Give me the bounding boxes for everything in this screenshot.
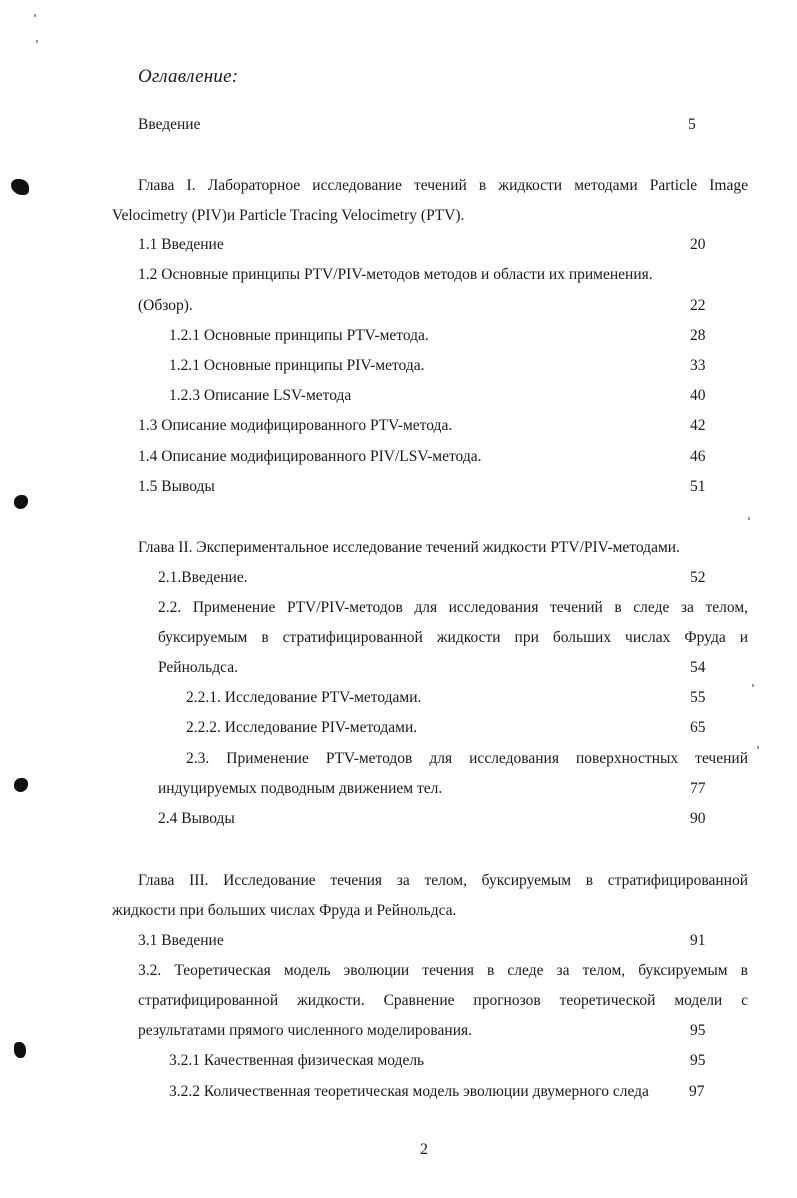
toc-entry-2-3-line2: индуцируемых подводным движением тел. xyxy=(158,780,443,797)
toc-entry-1-2-1b: 1.2.1 Основные принципы PIV-метода. xyxy=(169,357,425,374)
toc-entry-1-2-cont: (Обзор). xyxy=(138,297,193,314)
chapter-1-title-line2: Velocimetry (PIV)и Particle Tracing Velocimetry (PTV). xyxy=(112,207,465,224)
scan-speck xyxy=(757,746,759,749)
toc-page-1-3: 42 xyxy=(690,417,706,434)
toc-page-1-4: 46 xyxy=(690,448,706,465)
toc-page-1-2: 22 xyxy=(690,297,706,314)
toc-page-3-2: 95 xyxy=(690,1022,706,1039)
chapter-3-title-line1: Глава III. Исследование течения за телом, буксируемым в стратифицированной xyxy=(138,872,748,889)
toc-entry-3-2-line1: 3.2. Теоретическая модель эволюции течения в следе за телом, буксируемым в xyxy=(138,962,748,979)
toc-entry-1-2-1a: 1.2.1 Основные принципы PTV-метода. xyxy=(169,327,429,344)
toc-page-3-2-1: 95 xyxy=(690,1052,706,1069)
toc-entry-1-4: 1.4 Описание модифицированного PIV/LSV-метода. xyxy=(138,448,482,465)
toc-entry-3-2-line3: результатами прямого численного моделирования. xyxy=(138,1022,473,1039)
scan-speck xyxy=(752,684,754,687)
toc-page-2-3: 77 xyxy=(690,780,706,797)
chapter-1-title-line1: Глава I. Лабораторное исследование течений в жидкости методами Particle Image xyxy=(138,177,748,194)
toc-entry-1-3: 1.3 Описание модифицированного PTV-метода. xyxy=(138,417,453,434)
toc-entry-2-3-line1: 2.3. Применение PTV-методов для исследования поверхностных течений xyxy=(186,750,748,767)
toc-entry-2-2-1: 2.2.1. Исследование PTV-методами. xyxy=(186,689,422,706)
toc-entry-2-2-2: 2.2.2. Исследование PIV-методами. xyxy=(186,719,418,736)
toc-page-2-4: 90 xyxy=(690,810,706,827)
toc-page-1-5: 51 xyxy=(690,478,706,495)
toc-entry-1-5: 1.5 Выводы xyxy=(138,478,215,495)
toc-page-2-1: 52 xyxy=(690,569,706,586)
punch-hole-mark xyxy=(14,495,28,509)
toc-page-1-2-3: 40 xyxy=(690,387,706,404)
toc-entry-2-4: 2.4 Выводы xyxy=(158,810,235,827)
toc-entry-3-2-line2: стратифицированной жидкости. Сравнение прогнозов теоретической модели с xyxy=(138,992,748,1009)
punch-hole-mark xyxy=(14,778,28,792)
toc-entry-1-1: 1.1 Введение xyxy=(138,236,224,253)
page-number: 2 xyxy=(420,1141,428,1158)
punch-hole-mark xyxy=(11,179,29,195)
punch-hole-mark xyxy=(14,1042,26,1058)
toc-page-1-2-1a: 28 xyxy=(690,327,706,344)
toc-heading: Оглавление: xyxy=(138,66,239,87)
toc-entry-2-1: 2.1.Введение. xyxy=(158,569,248,586)
toc-entry-intro: Введение xyxy=(138,116,201,133)
toc-entry-1-2-3: 1.2.3 Описание LSV-метода xyxy=(169,387,352,404)
chapter-2-title: Глава II. Экспериментальное исследование течений жидкости PTV/PIV-методами. xyxy=(138,539,680,556)
scan-speck xyxy=(36,40,38,43)
toc-entry-3-1: 3.1 Введение xyxy=(138,932,224,949)
toc-entry-3-2-2: 3.2.2 Количественная теоретическая модель эволюции двумерного следа xyxy=(169,1083,649,1100)
toc-entry-2-2-line3: Рейнольдса. xyxy=(158,659,238,676)
scan-speck xyxy=(748,517,750,520)
toc-page-1-1: 20 xyxy=(690,236,706,253)
toc-page-3-2-2: 97 xyxy=(689,1083,705,1100)
toc-entry-2-2-line1: 2.2. Применение PTV/PIV-методов для исследования течений в следе за телом, xyxy=(158,599,748,616)
toc-page-2-2-2: 65 xyxy=(690,719,706,736)
toc-entry-2-2-line2: буксируемым в стратифицированной жидкости при больших числах Фруда и xyxy=(158,629,748,646)
toc-page-1-2-1b: 33 xyxy=(690,357,706,374)
toc-page-2-2-1: 55 xyxy=(690,689,706,706)
scan-speck xyxy=(34,14,36,17)
toc-page-intro: 5 xyxy=(688,116,696,133)
toc-entry-3-2-1: 3.2.1 Качественная физическая модель xyxy=(169,1052,425,1069)
toc-entry-1-2: 1.2 Основные принципы PTV/PIV-методов методов и области их применения. xyxy=(138,266,653,283)
toc-page-2-2: 54 xyxy=(690,659,706,676)
chapter-3-title-line2: жидкости при больших числах Фруда и Рейнольдса. xyxy=(112,902,457,919)
toc-page-3-1: 91 xyxy=(690,932,706,949)
